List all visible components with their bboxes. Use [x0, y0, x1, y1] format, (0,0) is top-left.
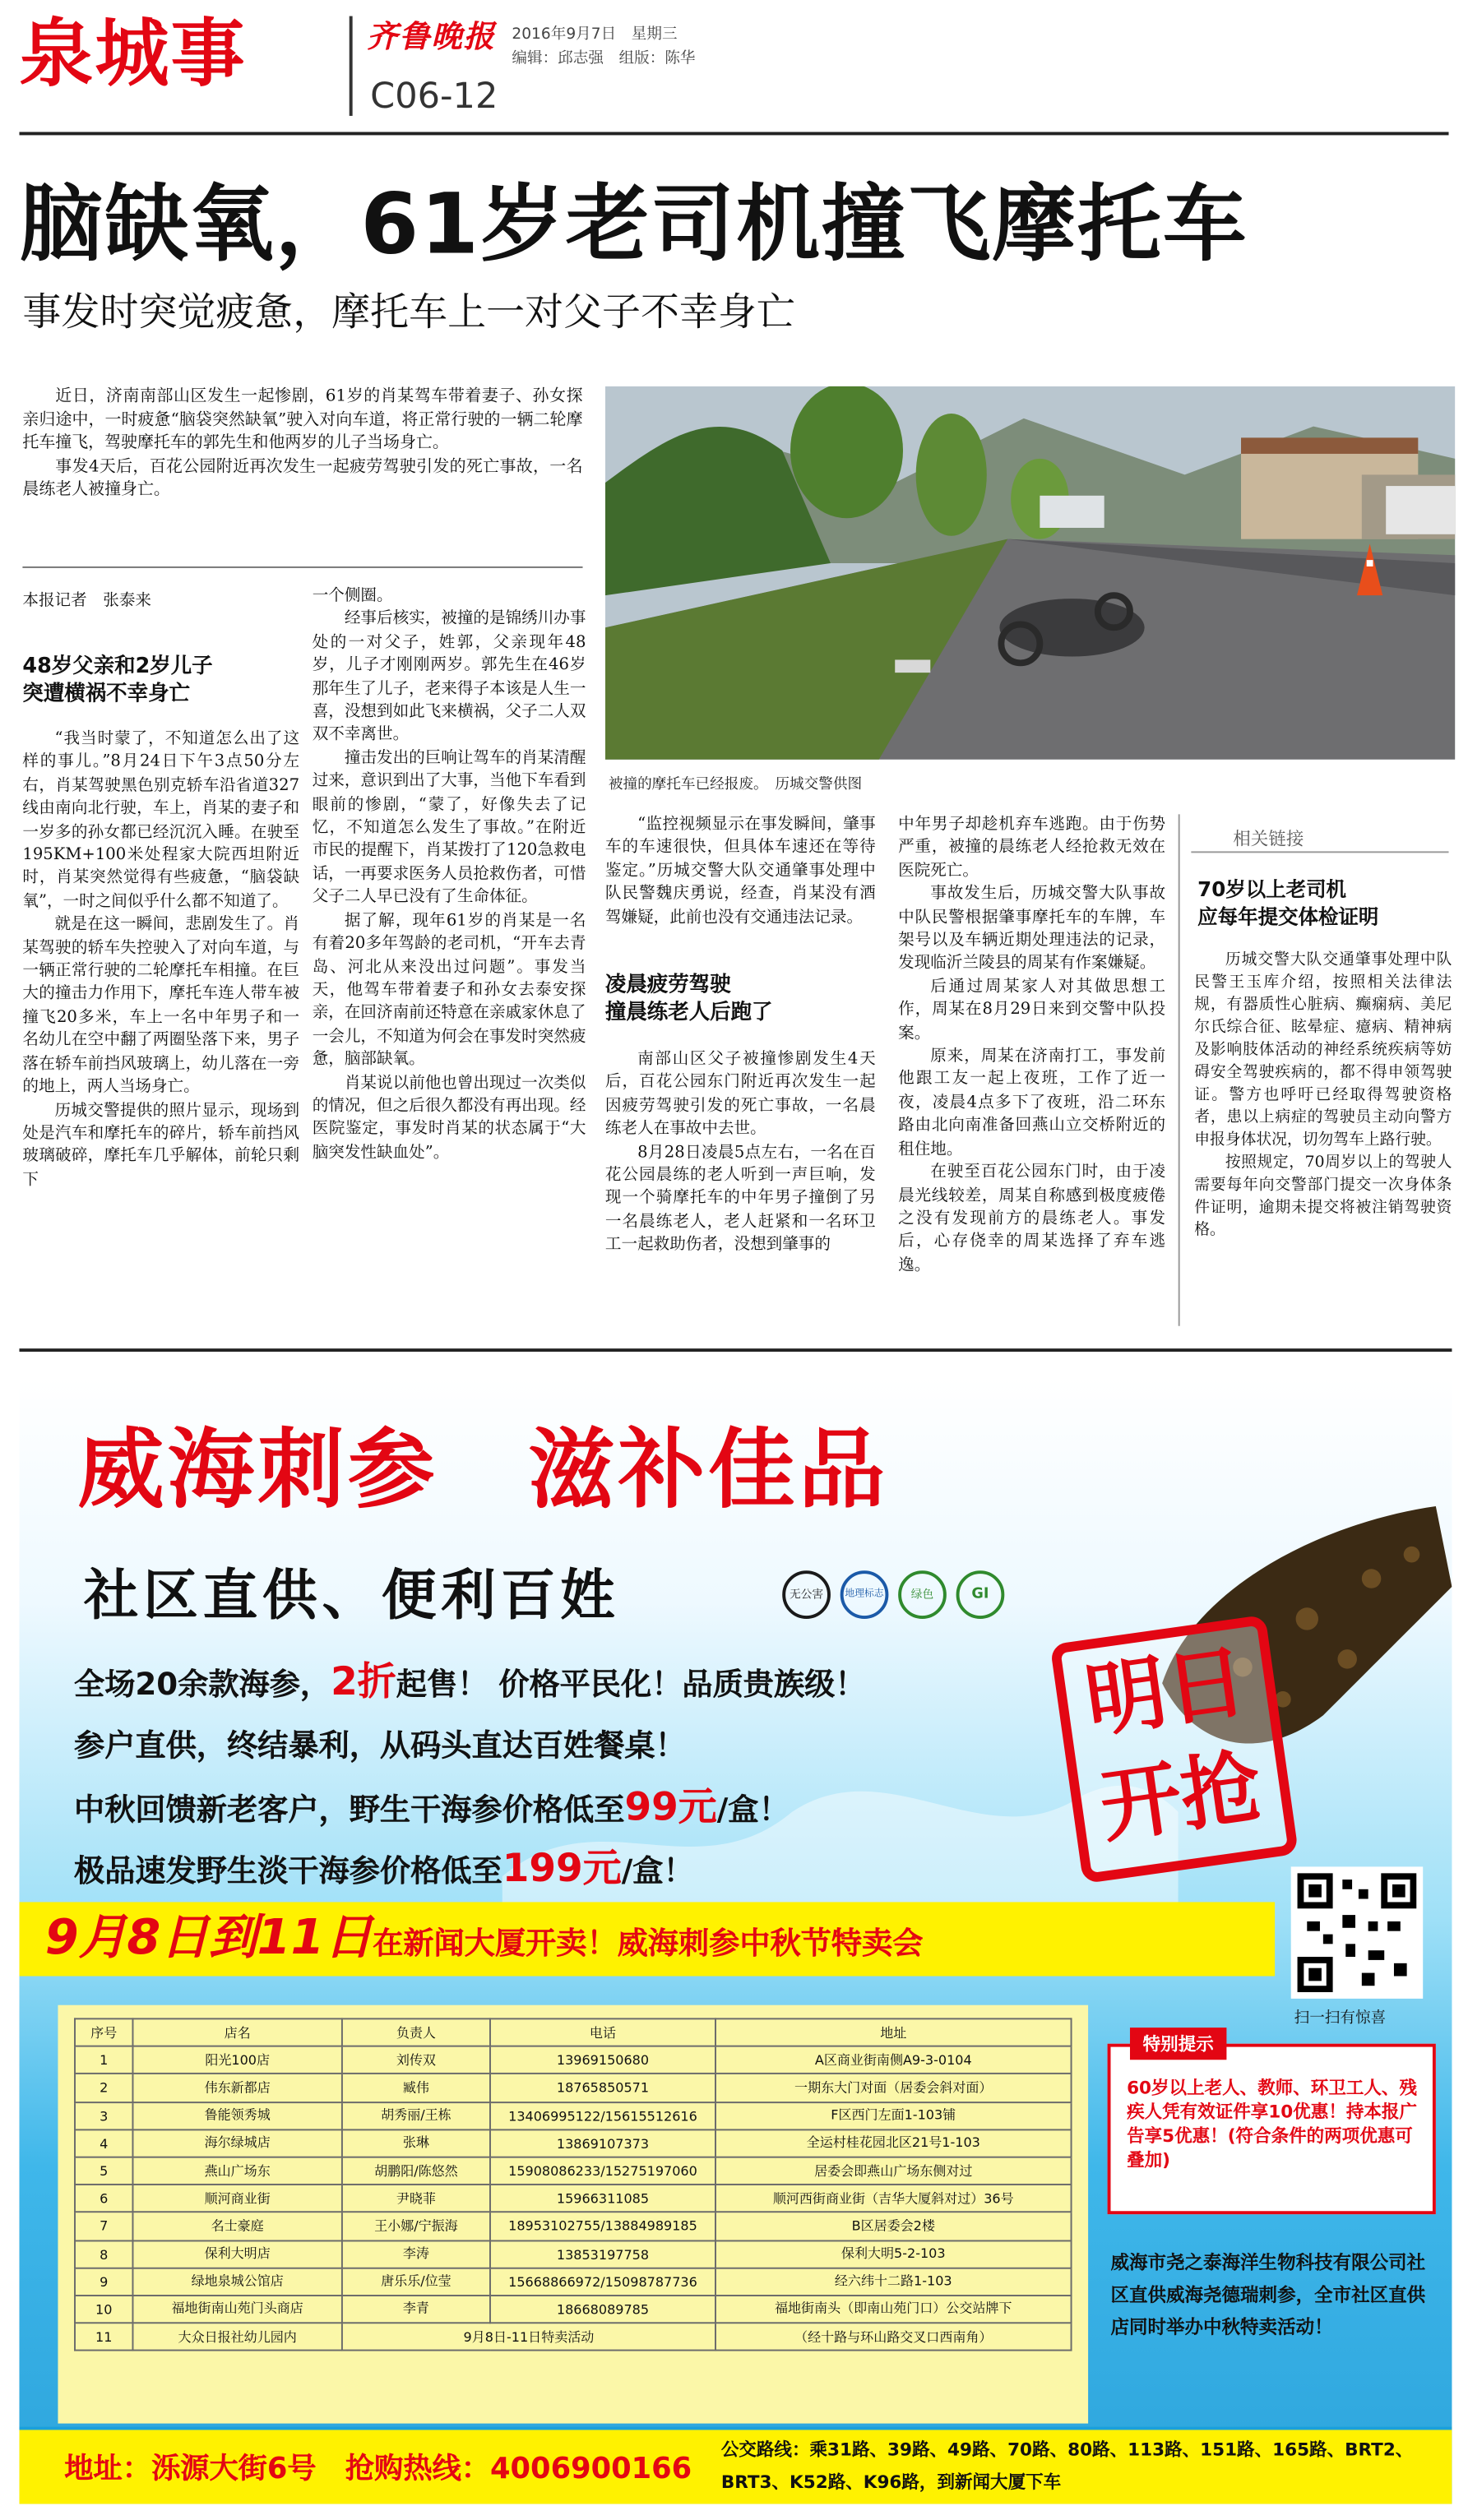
sidebar-label-text: 相关链接 [1233, 828, 1304, 850]
sidebar-body [1194, 950, 1452, 1326]
table-cell: 唐乐乐/位莹 [342, 2268, 490, 2296]
shop-table-panel [58, 2005, 1088, 2424]
table-cell: 居委会即燕山广场东侧对过 [715, 2157, 1072, 2185]
sidebar-label [1191, 821, 1448, 853]
shop-table [74, 2018, 1072, 2351]
issue-date: 2016年9月7日 星期三 [512, 25, 678, 44]
column-3a [605, 814, 876, 952]
table-cell: 胡秀丽/王栋 [342, 2102, 490, 2129]
table-cell: 刘传双 [342, 2046, 490, 2074]
qr-label: 扫一扫有惊喜 [1294, 2009, 1387, 2028]
col2-paragraph: 一个侧圈。 [312, 587, 393, 605]
col3-paragraph: “监控视频显示在事发瞬间，肇事车的车速很快，但具体车速还在等待鉴定。”历城交警大队交通肇事处理中队民警魏庆勇说，经查，肖某没有酒驾嫌疑，此前也没有交通违法记录。 [604, 816, 876, 927]
col2-paragraph: 据了解，现年61岁的肖某是一名有着20多年驾龄的老司机，“开车去青岛、河北从来没出过问题”。事发当天，他驾车带着妻子和孙女去泰安探亲，在回济南前还特意在亲戚家休息了一会儿，不知道为何会在事发时突然疲惫，脑部缺氧。 [312, 912, 586, 1069]
qr-code-icon [1298, 1873, 1417, 1992]
column-1 [22, 729, 299, 1328]
company-info: 威海市尧之泰海洋生物科技有限公司社区直供威海尧德瑞刺参，全市社区直供店同时举办中秋特卖活动！ [1110, 2251, 1426, 2338]
table-cell: 3 [75, 2102, 132, 2129]
table-header-cell: 店名 [132, 2018, 341, 2046]
table-cell: 福地街南山苑门头商店 [132, 2296, 341, 2323]
table-cell: （经十路与环山路交叉口西南角） [715, 2323, 1072, 2351]
table-cell: 8 [75, 2240, 132, 2268]
table-header-cell: 序号 [75, 2018, 132, 2046]
sidebar-title-line1: 70岁以上老司机 [1197, 876, 1347, 902]
sidebar-paragraph: 按照规定，70周岁以上的驾驶人需要每年向交警部门提交一次身体条件证明，逾期未提交将被注销驾驶资格。 [1194, 1154, 1452, 1240]
column-3b [605, 1049, 876, 1328]
table-cell: 李青 [342, 2296, 490, 2323]
table-cell: 13869107373 [490, 2129, 715, 2157]
section2-title-line1: 凌晨疲劳驾驶 [604, 973, 731, 998]
lead-text-2: 事发4天后，百花公园附近再次发生一起疲劳驾驶引发的死亡事故，一名晨练老人被撞身亡。 [22, 457, 583, 499]
bus-routes: 公交路线：乘31路、39路、49路、70路、80路、113路、151路、165路、BRT2、BRT3、K52路、K96路，到新闻大厦下车 [720, 2439, 1414, 2493]
section1-title-line2: 突遭横祸不幸身亡 [22, 682, 190, 707]
section2-title-line2: 撞晨练老人后跑了 [604, 1001, 773, 1025]
col4-paragraph: 后通过周某家人对其做思想工作，周某在8月29日来到交警中队投案。 [898, 978, 1166, 1043]
table-cell: 张琳 [342, 2129, 490, 2157]
ad-promo-text: 全场20余款海参， [74, 1667, 331, 1703]
table-cell: 9月8日-11日特卖活动 [342, 2323, 715, 2351]
col1-paragraph: 历城交警提供的照片显示，现场到处是汽车和摩托车的碎片，轿车前挡风玻璃破碎，摩托车几乎解体，前轮只剩下 [22, 1101, 300, 1189]
table-cell: 顺河西街商业街（吉华大厦斜对过）36号 [715, 2185, 1072, 2213]
accident-photo [605, 386, 1455, 760]
table-cell: 鲁能领秀城 [132, 2102, 341, 2129]
ad-promo-text: 起售！ 价格平民化！品质贵族级！ [396, 1667, 866, 1703]
stamp-box [1050, 1615, 1299, 1884]
table-cell: 18765850571 [490, 2074, 715, 2102]
table-cell: 海尔绿城店 [132, 2129, 341, 2157]
table-cell: 2 [75, 2074, 132, 2102]
lead-paragraph [22, 386, 582, 503]
table-row [75, 2240, 1072, 2268]
table-cell: 保利大明店 [132, 2240, 341, 2268]
lead-rule [22, 566, 582, 568]
cert-badges [782, 1570, 1004, 1619]
col4-paragraph: 原来，周某在济南打工，事发前他跟工友一起上夜班，工作了近一夜，凌晨4点多下了夜班，沿二环东路由北向南准备回燕山立交桥附近的租住地。 [898, 1047, 1166, 1158]
ad-promo-text: /盒！ [716, 1792, 790, 1829]
table-cell: 9 [75, 2268, 132, 2296]
masthead-rule [19, 132, 1448, 135]
table-row [75, 2157, 1072, 2185]
ad-promo-highlight: 99元 [624, 1784, 717, 1830]
table-cell: 臧伟 [342, 2074, 490, 2102]
table-cell: F区西门左面1-103铺 [715, 2102, 1072, 2129]
table-cell: 绿地泉城公馆店 [132, 2268, 341, 2296]
table-cell: 李涛 [342, 2240, 490, 2268]
photo-caption: 被撞的摩托车已经报废。 历城交警供图 [608, 777, 863, 793]
stamp-line1: 明日 [1080, 1634, 1253, 1750]
table-cell: 15966311085 [490, 2185, 715, 2213]
ad-tagline: 社区直供、便利百姓 [83, 1564, 620, 1629]
table-cell: 1 [75, 2046, 132, 2074]
section1-title [22, 654, 296, 709]
stamp-line2: 开抢 [1095, 1739, 1267, 1855]
table-cell: B区居委会2楼 [715, 2213, 1072, 2240]
table-cell: 15908086233/15275197060 [490, 2157, 715, 2185]
col2-paragraph: 经事后核实，被撞的是锦绣川办事处的一对父子，姓郭，父亲现年48岁，儿子才刚刚两岁。郭先生在46岁那年生了儿子，老来得子本该是人生一喜，没想到如此飞来横祸，父子二人双双不幸离世。 [312, 610, 586, 745]
table-cell: 尹晓菲 [342, 2185, 490, 2213]
table-cell: 13406995122/15615512616 [490, 2102, 715, 2129]
ad-promo-highlight: 199元 [502, 1845, 622, 1891]
table-cell: 顺河商业街 [132, 2185, 341, 2213]
cert-badge-icon: 地理标志 [841, 1570, 889, 1619]
sidebar-paragraph: 历城交警大队交通肇事处理中队民警王玉库介绍，按照相关法律法规，有器质性心脏病、癫痫病、美尼尔氏综合征、眩晕症、癔病、精神病及影响肢体活动的神经系统疾病等妨碍安全驾驶疾病的，都不得申领驾驶证。警方也呼吁已经取得驾驶资格者，患以上病症的驾驶员主动向警方申报身体状况，切勿驾车上路行驶。 [1194, 950, 1452, 1149]
table-cell: 11 [75, 2323, 132, 2351]
table-cell: 15668866972/15098787736 [490, 2268, 715, 2296]
address-hotline: 地址：泺源大街6号 抢购热线：4006900166 [64, 2452, 692, 2486]
table-cell: 4 [75, 2129, 132, 2157]
article-bottom-rule [19, 1348, 1452, 1352]
table-cell: 阳光100店 [132, 2046, 341, 2074]
table-cell: 7 [75, 2213, 132, 2240]
table-cell: 6 [75, 2185, 132, 2213]
sidebar-title [1197, 876, 1448, 931]
lead-text-1: 近日，济南南部山区发生一起惨剧，61岁的肖某驾车带着妻子、孙女探亲归途中，一时疲惫“脑袋突然缺氧”驶入对向车道，将正常行驶的一辆二轮摩托车撞飞，驾驶摩托车的郭先生和他两岁的儿子当场身亡。 [22, 387, 583, 452]
column-4 [898, 814, 1165, 1327]
ad-promo-text: 中秋回馈新老客户，野生干海参价格低至 [74, 1792, 625, 1829]
table-cell: 全运村桂花园北区21号1-103 [715, 2129, 1072, 2157]
sale-dates: 9月8日到11日 [44, 1910, 373, 1967]
table-cell: 18953102755/13884989185 [490, 2213, 715, 2240]
table-row [75, 2074, 1072, 2102]
table-cell: 经六纬十二路1-103 [715, 2268, 1072, 2296]
table-cell: 胡鹏阳/陈悠然 [342, 2157, 490, 2185]
ad-promo-line-3 [74, 1784, 790, 1832]
table-row [75, 2323, 1072, 2351]
col2-paragraph: 肖某说以前他也曾出现过一次类似的情况，但之后很久都没有再出现。经医院鉴定，事发时肖某的状态属于“大脑突发性缺血处”。 [312, 1074, 586, 1162]
special-tip-box [1108, 2044, 1436, 2214]
headline: 脑缺氧，61岁老司机撞飞摩托车 [19, 177, 1248, 274]
table-row [75, 2102, 1072, 2129]
section2-title [605, 972, 876, 1027]
table-row [75, 2129, 1072, 2157]
ad-promo-line-1 [74, 1658, 866, 1706]
section1-title-line1: 48岁父亲和2岁儿子 [22, 654, 213, 679]
sidebar-title-line2: 应每年提交体检证明 [1197, 904, 1379, 929]
table-cell: 伟东新都店 [132, 2074, 341, 2102]
qr-code [1291, 1866, 1423, 1998]
ad-promo-text: 极品速发野生淡干海参价格低至 [74, 1853, 502, 1889]
table-row [75, 2046, 1072, 2074]
reporter-byline: 本报记者 张泰来 [22, 592, 151, 610]
sidebar-divider [1179, 814, 1180, 1325]
table-cell: A区商业街南侧A9-3-0104 [715, 2046, 1072, 2074]
sale-banner [19, 1902, 1275, 1976]
table-cell: 名士豪庭 [132, 2213, 341, 2240]
table-row [75, 2185, 1072, 2213]
table-header-row [75, 2018, 1072, 2046]
masthead-divider [350, 16, 352, 116]
paper-logo: 齐鲁晚报 [367, 19, 496, 55]
table-cell: 燕山广场东 [132, 2157, 341, 2185]
ad-headline: 威海刺参 滋补佳品 [76, 1419, 889, 1521]
table-cell: 大众日报社幼儿园内 [132, 2323, 341, 2351]
table-cell: 5 [75, 2157, 132, 2185]
section-title: 泉城事 [19, 9, 247, 97]
col3-paragraph: 南部山区父子被撞惨剧发生4天后，百花公园东门附近再次发生一起因疲劳驾驶引发的死亡事故，一名晨练老人在事故中去世。 [604, 1051, 876, 1139]
table-cell: 10 [75, 2296, 132, 2323]
table-cell: 保利大明5-2-103 [715, 2240, 1072, 2268]
col1-paragraph: 就是在这一瞬间，悲剧发生了。肖某驾驶的轿车失控驶入了对向车道，与一辆正常行驶的二轮摩托车相撞。在巨大的撞击力作用下，摩托车连人带车被撞飞20多米，车上一名中年男子和一名幼儿在空中翻了两圈坠落下来，男子落在轿车前挡风玻璃上，幼儿落在一旁的地上，两人当场身亡。 [22, 916, 300, 1097]
sale-venue: 在新闻大厦开卖！威海刺参中秋节特卖会 [373, 1926, 924, 1962]
col4-paragraph: 中年男子却趁机弃车逃跑。由于伤势严重，被撞的晨练老人经抢救无效在医院死亡。 [898, 816, 1166, 881]
col4-paragraph: 在驶至百花公园东门时，由于凌晨光线较差，周某自称感到极度疲倦之没有发现前方的晨练老人。事发后，心存侥幸的周某选择了弃车逃逸。 [898, 1163, 1166, 1274]
col2-paragraph: 撞击发出的巨响让驾车的肖某清醒过来，意识到出了大事，当他下车看到眼前的惨剧，“蒙了，好像失去了记忆，不知道怎么发生了事故。”在附近市民的提醒下，肖某拨打了120急救电话，一再要求医务人员抢救伤者，可惜父子二人早已没有了生命体征。 [312, 749, 586, 907]
table-header-cell: 负责人 [342, 2018, 490, 2046]
col1-paragraph: “我当时蒙了，不知道怎么出了这样的事儿。”8月24日下午3点50分左右，肖某驾驶黑色别克轿车沿省道327线由南向北行驶，车上，肖某的妻子和一岁多的孙女都已经沉沉入睡。在驶至195KM+100米处程家大院西坦附近时，肖某突然觉得有些疲惫，“脑袋缺氧”，一时之间似乎什么都不知道了。 [22, 730, 300, 911]
page-number: C06-12 [370, 76, 498, 118]
table-cell: 13853197758 [490, 2240, 715, 2268]
column-2 [313, 585, 586, 1327]
cert-badge-icon: GI [956, 1570, 1005, 1619]
ad-promo-line-4 [74, 1847, 694, 1893]
table-cell: 一期东大门对面（居委会斜对面） [715, 2074, 1072, 2102]
table-header-cell: 地址 [715, 2018, 1072, 2046]
col4-paragraph: 事故发生后，历城交警大队事故中队民警根据肇事摩托车的车牌，车架号以及车辆近期处理违法的记录，发现临沂兰陵县的周某有作案嫌疑。 [898, 885, 1166, 973]
table-row [75, 2213, 1072, 2240]
cert-badge-icon: 无公害 [782, 1570, 831, 1619]
special-tip-text: 60岁以上老人、教师、环卫工人、残疾人凭有效证件享10优惠！持本报广告享5优惠！(符合条件的两项优惠可叠加) [1127, 2077, 1417, 2171]
table-cell: 18668089785 [490, 2296, 715, 2323]
advertisement [19, 1377, 1452, 2504]
ad-promo-line-2: 参户直供，终结暴利，从码头直达百姓餐桌！ [74, 1728, 686, 1764]
table-cell: 13969150680 [490, 2046, 715, 2074]
table-row [75, 2268, 1072, 2296]
cert-badge-icon: 绿色 [898, 1570, 947, 1619]
address-bar [19, 2427, 1452, 2504]
editor-credits: 编辑：邱志强 组版：陈华 [512, 49, 696, 68]
subheadline: 事发时突觉疲惫，摩托车上一对父子不幸身亡 [22, 289, 795, 335]
ad-promo-highlight: 2折 [331, 1658, 396, 1704]
table-row [75, 2296, 1072, 2323]
table-cell: 福地街南头（即南山苑门口）公交站牌下 [715, 2296, 1072, 2323]
ad-promo-text: /盒！ [621, 1853, 694, 1889]
table-header-cell: 电话 [490, 2018, 715, 2046]
col3-paragraph: 8月28日凌晨5点左右，一名在百花公园晨练的老人听到一声巨响，发现一个骑摩托车的中年男子撞倒了另一名晨练老人，老人赶紧和一名环卫工一起救助伤者，没想到肇事的 [604, 1143, 876, 1255]
special-tip-title: 特别提示 [1130, 2028, 1226, 2060]
table-cell: 王小娜/宁振海 [342, 2213, 490, 2240]
